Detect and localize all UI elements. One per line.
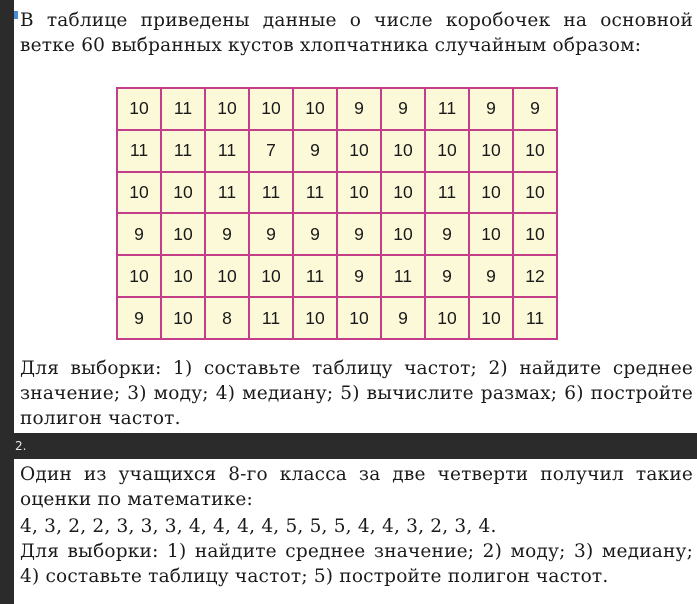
table-cell: 8 bbox=[205, 297, 249, 339]
table-cell: 9 bbox=[469, 255, 513, 297]
table-cell: 10 bbox=[425, 297, 469, 339]
table-cell: 7 bbox=[249, 130, 293, 172]
table-cell: 10 bbox=[161, 213, 205, 255]
table-row bbox=[117, 255, 557, 297]
table-cell: 10 bbox=[161, 255, 205, 297]
table-cell: 10 bbox=[469, 172, 513, 214]
table-cell: 9 bbox=[337, 213, 381, 255]
table-cell: 9 bbox=[117, 213, 161, 255]
table-cell: 10 bbox=[469, 213, 513, 255]
table-cell: 11 bbox=[205, 172, 249, 214]
table-cell: 11 bbox=[161, 88, 205, 130]
table-cell: 11 bbox=[205, 130, 249, 172]
table-cell: 10 bbox=[513, 130, 557, 172]
table-cell: 10 bbox=[161, 297, 205, 339]
table-cell: 10 bbox=[425, 130, 469, 172]
table-cell: 10 bbox=[469, 297, 513, 339]
task2-number: 2. bbox=[15, 439, 27, 453]
task1-questions-text: Для выборки: 1) составьте таблицу частот; 2) найдите среднее значение; 3) моду; 4) медиану; 5) вычислите размах; 6) постройте полигон частот. bbox=[20, 358, 693, 429]
table-cell: 10 bbox=[293, 297, 337, 339]
table-cell: 10 bbox=[513, 213, 557, 255]
table-cell: 10 bbox=[249, 255, 293, 297]
table-row bbox=[117, 213, 557, 255]
table-cell: 9 bbox=[469, 88, 513, 130]
table-cell: 10 bbox=[117, 88, 161, 130]
table-cell: 9 bbox=[249, 213, 293, 255]
task-marker bbox=[14, 11, 18, 19]
table-cell: 12 bbox=[513, 255, 557, 297]
table-cell: 11 bbox=[293, 172, 337, 214]
table-cell: 11 bbox=[381, 255, 425, 297]
table-cell: 10 bbox=[337, 130, 381, 172]
table-cell: 9 bbox=[337, 255, 381, 297]
table-cell: 11 bbox=[249, 297, 293, 339]
table-cell: 11 bbox=[249, 172, 293, 214]
table-cell: 10 bbox=[249, 88, 293, 130]
table-cell: 11 bbox=[117, 130, 161, 172]
task2-data: 4, 3, 2, 2, 3, 3, 3, 4, 4, 4, 4, 5, 5, 5, 4, 4, 3, 2, 3, 4. bbox=[20, 516, 497, 537]
table-cell: 10 bbox=[161, 172, 205, 214]
table-row bbox=[117, 297, 557, 339]
table-row bbox=[117, 88, 557, 130]
table-cell: 9 bbox=[381, 297, 425, 339]
table-cell: 10 bbox=[381, 172, 425, 214]
table-cell: 11 bbox=[293, 255, 337, 297]
table-cell: 10 bbox=[469, 130, 513, 172]
table-cell: 9 bbox=[425, 213, 469, 255]
table-cell: 9 bbox=[293, 130, 337, 172]
table-cell: 10 bbox=[117, 255, 161, 297]
table-cell: 9 bbox=[337, 88, 381, 130]
table-cell: 11 bbox=[425, 172, 469, 214]
table-cell: 10 bbox=[293, 88, 337, 130]
table-row bbox=[117, 130, 557, 172]
table-cell: 10 bbox=[381, 130, 425, 172]
table-cell: 9 bbox=[513, 88, 557, 130]
table-cell: 10 bbox=[117, 172, 161, 214]
table-cell: 10 bbox=[205, 88, 249, 130]
table-cell: 9 bbox=[117, 297, 161, 339]
table-cell: 10 bbox=[381, 213, 425, 255]
task1-intro-text: В таблице приведены данные о числе коробочек на основной ветке 60 выбранных кустов хлопчатника случайным образом: bbox=[20, 10, 693, 56]
table-cell: 11 bbox=[513, 297, 557, 339]
table-row bbox=[117, 172, 557, 214]
task-separator bbox=[0, 433, 697, 459]
table-cell: 10 bbox=[513, 172, 557, 214]
table-cell: 10 bbox=[337, 297, 381, 339]
table-cell: 9 bbox=[381, 88, 425, 130]
table-cell: 10 bbox=[337, 172, 381, 214]
table-cell: 9 bbox=[205, 213, 249, 255]
table-cell: 9 bbox=[425, 255, 469, 297]
data-table bbox=[116, 87, 558, 340]
task2-questions-text: Для выборки: 1) найдите среднее значение; 2) моду; 3) медиану; 4) составьте таблицу частот; 5) постройте полигон частот. bbox=[20, 541, 693, 587]
task2-text: Один из учащихся 8-го класса за две четверти получил такие оценки по математике: bbox=[20, 464, 693, 510]
table-cell: 9 bbox=[293, 213, 337, 255]
table-cell: 10 bbox=[205, 255, 249, 297]
table-cell: 11 bbox=[425, 88, 469, 130]
table-cell: 11 bbox=[161, 130, 205, 172]
